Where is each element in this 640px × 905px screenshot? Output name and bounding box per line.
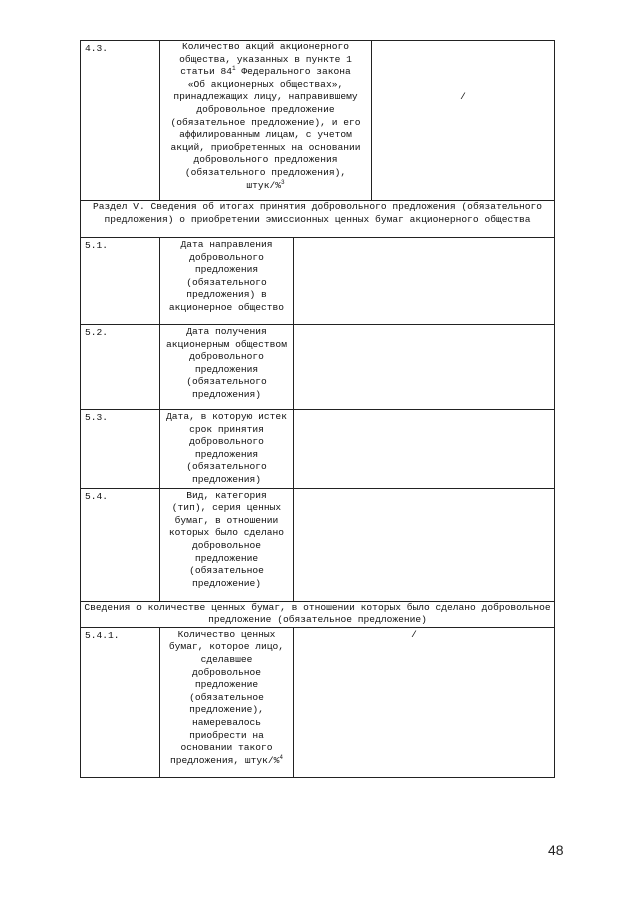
row-value	[294, 410, 555, 489]
footnote-marker: 3	[280, 178, 285, 186]
row-value	[372, 41, 555, 201]
row-number: 4.3.	[81, 41, 160, 201]
section-heading: Раздел V. Сведения об итогах принятия добровольного предложения (обязательного предложения) о приобретении эмиссионных ценных бумаг акционерного общества	[81, 201, 555, 238]
row-label: Дата, в которую истек срок принятия добровольного предложения (обязательного предложения)	[160, 410, 294, 489]
row-number: 5.4.1.	[81, 627, 160, 777]
label-text: Количество акций акционерного общества, указанных в пункте 1 статьи 84	[179, 41, 352, 78]
table-row	[81, 238, 555, 325]
subsection-heading: Сведения о количестве ценных бумаг, в отношении которых было сделано добровольное предложение (обязательное предложение)	[81, 601, 555, 627]
section-header-row	[81, 601, 555, 627]
row-value	[294, 488, 555, 601]
footnote-marker: 1	[232, 65, 236, 72]
row-value	[294, 238, 555, 325]
label-text-tail: Федерального закона «Об акционерных обществах», принадлежащих лицу, направившему добровольное предложение (обязательное предложение), и его аффилированным лицам, с учетом акций, приобретенных на основании добровольного предложения (обязательного предложения), штук/%	[170, 66, 361, 191]
row-number: 5.3.	[81, 410, 160, 489]
row-label	[160, 41, 372, 201]
label-text: Количество ценных бумаг, которое лицо, сделавшее добровольное предложение (обязательное предложение), намеревалось приобрести на основании такого предложения, штук/%	[168, 628, 285, 766]
row-label: Вид, категория (тип), серия ценных бумаг, в отношении которых было сделано добровольное предложение (обязательное предложение)	[160, 488, 294, 601]
footnote-marker: 4	[279, 753, 283, 761]
table-row	[81, 627, 555, 777]
value-text: /	[411, 628, 417, 640]
value-text: /	[460, 91, 466, 102]
row-number: 5.1.	[81, 238, 160, 325]
table-row	[81, 325, 555, 410]
row-value	[294, 325, 555, 410]
table-row	[81, 488, 555, 601]
table-row	[81, 410, 555, 489]
page-number: 48	[548, 842, 564, 858]
row-number: 5.2.	[81, 325, 160, 410]
section-header-row	[81, 201, 555, 238]
row-label: Дата направления добровольного предложения (обязательного предложения) в акционерное общество	[160, 238, 294, 325]
table-row	[81, 41, 555, 201]
disclosure-form-table	[80, 40, 555, 778]
row-value	[294, 627, 555, 777]
row-number: 5.4.	[81, 488, 160, 601]
row-label	[160, 627, 294, 777]
row-label: Дата получения акционерным обществом добровольного предложения (обязательного предложения)	[160, 325, 294, 410]
